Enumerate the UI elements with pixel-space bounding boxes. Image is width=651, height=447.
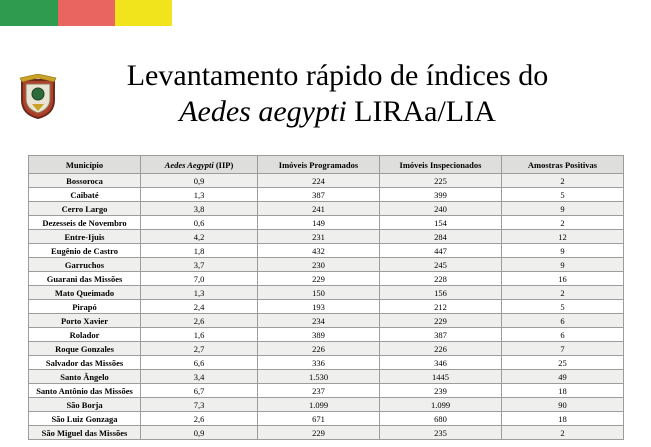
table-row [29,258,624,272]
cell-inspecionados: 284 [380,230,502,244]
cell-programados: 671 [258,412,380,426]
table-row [29,342,624,356]
cell-programados: 387 [258,188,380,202]
cell-positivas: 16 [502,272,624,286]
cell-iip: 0,9 [141,426,258,440]
table-row [29,370,624,384]
cell-programados: 231 [258,230,380,244]
title-species-name: Aedes aegypti [179,95,347,128]
title-line-2 [0,94,651,130]
cell-positivas: 2 [502,174,624,188]
table-row [29,216,624,230]
cell-inspecionados: 228 [380,272,502,286]
table-row [29,384,624,398]
table-header [29,156,624,174]
cell-municipio: São Miguel das Missões [29,426,141,440]
table-row [29,244,624,258]
column-header-inspecionados: Imóveis Inspecionados [380,156,502,174]
cell-inspecionados: 225 [380,174,502,188]
cell-inspecionados: 240 [380,202,502,216]
cell-positivas: 2 [502,216,624,230]
page-title [0,58,651,130]
title-line-1: Levantamento rápido de índices do [126,59,549,92]
cell-programados: 389 [258,328,380,342]
cell-positivas: 7 [502,342,624,356]
cell-positivas: 18 [502,412,624,426]
cell-programados: 149 [258,216,380,230]
column-header-positivas: Amostras Positivas [502,156,624,174]
cell-municipio: Santo Antônio das Missões [29,384,141,398]
cell-municipio: Rolador [29,328,141,342]
cell-inspecionados: 212 [380,300,502,314]
cell-inspecionados: 399 [380,188,502,202]
cell-municipio: Cerro Largo [29,202,141,216]
table-row [29,398,624,412]
cell-programados: 226 [258,342,380,356]
title-index-name: LIRAa/LIA [346,95,496,128]
cell-iip: 1,3 [141,188,258,202]
cell-positivas: 5 [502,188,624,202]
cell-inspecionados: 156 [380,286,502,300]
cell-municipio: Eugênio de Castro [29,244,141,258]
column-header-municipio: Município [29,156,141,174]
table-row [29,300,624,314]
table-row [29,314,624,328]
table-header-row [29,156,624,174]
cell-programados: 229 [258,426,380,440]
table-row [29,328,624,342]
cell-municipio: Bossoroca [29,174,141,188]
cell-iip: 1,6 [141,328,258,342]
cell-iip: 3,8 [141,202,258,216]
cell-inspecionados: 1.099 [380,398,502,412]
color-swatch-yellow [115,0,172,26]
cell-iip: 0,9 [141,174,258,188]
table-row [29,356,624,370]
cell-municipio: Porto Xavier [29,314,141,328]
cell-iip: 2,6 [141,412,258,426]
cell-inspecionados: 346 [380,356,502,370]
cell-municipio: Caibaté [29,188,141,202]
cell-municipio: Roque Gonzales [29,342,141,356]
cell-programados: 1.099 [258,398,380,412]
cell-programados: 1.530 [258,370,380,384]
cell-positivas: 18 [502,384,624,398]
cell-programados: 224 [258,174,380,188]
cell-iip: 4,2 [141,230,258,244]
cell-municipio: Mato Queimado [29,286,141,300]
cell-iip: 2,4 [141,300,258,314]
cell-municipio: Entre-Ijuis [29,230,141,244]
cell-positivas: 2 [502,426,624,440]
color-swatch-red [58,0,115,26]
cell-iip: 7,3 [141,398,258,412]
column-header-iip-code: (IIP) [215,159,234,170]
table-row [29,272,624,286]
cell-programados: 432 [258,244,380,258]
cell-inspecionados: 154 [380,216,502,230]
cell-positivas: 9 [502,202,624,216]
cell-iip: 2,6 [141,314,258,328]
cell-iip: 1,8 [141,244,258,258]
table-row [29,426,624,440]
cell-municipio: São Borja [29,398,141,412]
cell-inspecionados: 239 [380,384,502,398]
table-row [29,412,624,426]
cell-iip: 2,7 [141,342,258,356]
cell-inspecionados: 387 [380,328,502,342]
cell-positivas: 5 [502,300,624,314]
table-row [29,188,624,202]
cell-programados: 229 [258,272,380,286]
cell-municipio: Garruchos [29,258,141,272]
cell-inspecionados: 245 [380,258,502,272]
cell-positivas: 49 [502,370,624,384]
cell-programados: 193 [258,300,380,314]
cell-positivas: 2 [502,286,624,300]
cell-positivas: 12 [502,230,624,244]
cell-inspecionados: 680 [380,412,502,426]
table-row [29,286,624,300]
column-header-programados: Imóveis Programados [258,156,380,174]
table-body [29,174,624,440]
cell-iip: 0,6 [141,216,258,230]
table-row [29,174,624,188]
cell-iip: 3,4 [141,370,258,384]
cell-programados: 230 [258,258,380,272]
table-row [29,230,624,244]
cell-programados: 237 [258,384,380,398]
cell-iip: 1,3 [141,286,258,300]
table-row [29,202,624,216]
cell-inspecionados: 447 [380,244,502,258]
cell-inspecionados: 235 [380,426,502,440]
cell-positivas: 25 [502,356,624,370]
cell-positivas: 90 [502,398,624,412]
color-swatch-green [0,0,58,26]
cell-iip: 7,0 [141,272,258,286]
cell-municipio: Dezesseis de Novembro [29,216,141,230]
cell-positivas: 9 [502,244,624,258]
cell-inspecionados: 229 [380,314,502,328]
cell-iip: 6,7 [141,384,258,398]
column-header-iip-species: Aedes Aegypti [164,159,214,170]
cell-inspecionados: 226 [380,342,502,356]
cell-programados: 241 [258,202,380,216]
liraa-table [28,155,624,440]
column-header-iip [141,156,258,174]
cell-municipio: Salvador das Missões [29,356,141,370]
cell-programados: 234 [258,314,380,328]
cell-programados: 150 [258,286,380,300]
cell-municipio: Guarani das Missões [29,272,141,286]
cell-inspecionados: 1445 [380,370,502,384]
cell-programados: 336 [258,356,380,370]
top-color-bar [0,0,172,26]
cell-municipio: São Luiz Gonzaga [29,412,141,426]
cell-iip: 3,7 [141,258,258,272]
cell-iip: 6,6 [141,356,258,370]
cell-municipio: Santo Ângelo [29,370,141,384]
cell-positivas: 9 [502,258,624,272]
cell-municipio: Pirapó [29,300,141,314]
liraa-table-container [28,155,623,440]
cell-positivas: 6 [502,314,624,328]
cell-positivas: 6 [502,328,624,342]
